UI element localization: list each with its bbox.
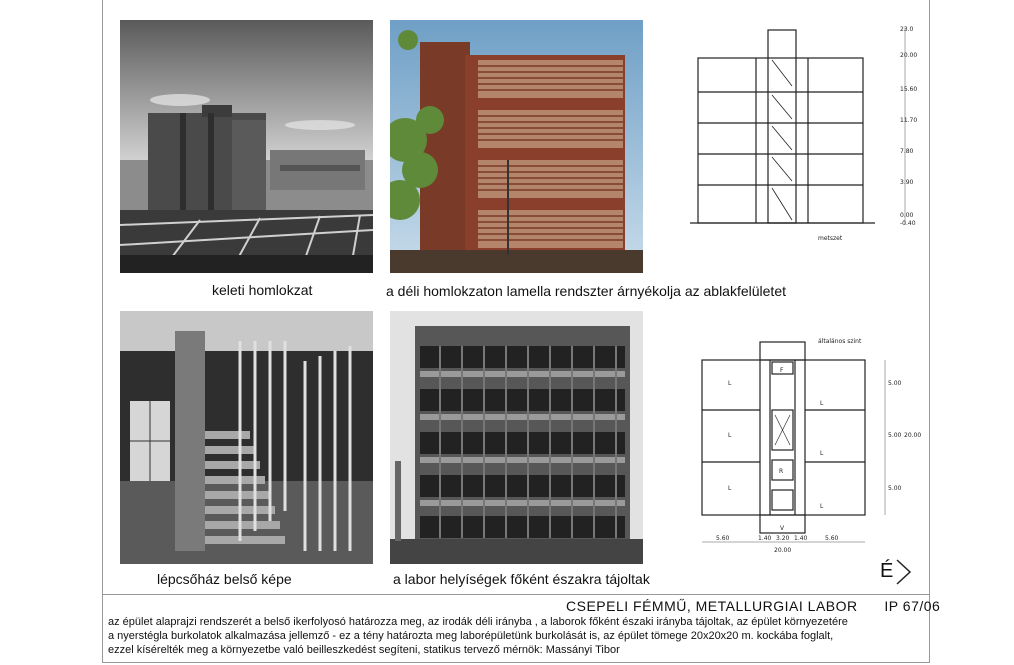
dim-bottom-1: 5.60 — [716, 535, 730, 542]
footer-divider — [102, 594, 930, 595]
staircase-image — [120, 311, 373, 564]
footer-title — [566, 598, 940, 614]
project-title: CSEPELI FÉMMŰ, METALLURGIAI LABOR — [566, 598, 858, 614]
section-label: metszet — [818, 235, 843, 242]
dim-bottom-3: 3.20 — [776, 535, 790, 542]
dim-right-3: 5.00 — [888, 485, 902, 492]
level-8: -0.40 — [900, 220, 916, 227]
photo-south-facade — [390, 20, 643, 273]
section-drawing — [680, 20, 925, 250]
caption-north-facade: a labor helyíségek főként északra tájoltak — [393, 571, 650, 587]
level-1: 23.0 — [900, 26, 914, 33]
level-4: 11.70 — [900, 117, 918, 124]
photo-east-facade — [120, 20, 373, 273]
north-letter: É — [880, 560, 894, 582]
room-l-6: L — [820, 503, 824, 510]
photo-staircase — [120, 311, 373, 564]
level-5: 7.80 — [900, 148, 914, 155]
caption-staircase: lépcsőház belső képe — [157, 571, 292, 587]
room-l-2: L — [728, 432, 732, 439]
caption-east-facade: keleti homlokzat — [212, 282, 313, 298]
dim-right-2: 5.00 — [888, 432, 902, 439]
north-facade-image — [390, 311, 643, 564]
description-line-3: ezzel kísérelték meg a környezetbe való beilleszkedést segíteni, statikus tervező mérnök: Massányi Tibor — [108, 644, 620, 656]
room-r: R — [779, 468, 784, 475]
level-7: 0.00 — [900, 212, 914, 219]
level-3: 15.60 — [900, 86, 918, 93]
east-facade-image — [120, 20, 373, 273]
dim-bottom-5: 5.60 — [825, 535, 839, 542]
description-line-1: az épület alaprajzi rendszerét a belső ikerfolyosó határozza meg, az irodák déli irányba , a laborok főként északi irányba tájoltak, az épület környezetére — [108, 616, 848, 628]
project-code: IP 67/06 — [884, 598, 941, 614]
plan-drawing — [680, 330, 925, 555]
dim-right-1: 5.00 — [888, 380, 902, 387]
plan-label: általános szint — [818, 338, 862, 345]
chevron-right-icon — [894, 558, 914, 586]
room-v: V — [780, 525, 785, 532]
dim-bottom-2: 1.40 — [758, 535, 772, 542]
plan-drawing-svg — [680, 330, 925, 555]
section-drawing-svg — [680, 20, 925, 250]
room-l-4: L — [820, 400, 824, 407]
level-6: 3.90 — [900, 179, 914, 186]
dim-bottom-total: 20.00 — [774, 547, 792, 554]
north-marker[interactable] — [878, 558, 914, 586]
dim-right-total: 20.00 — [904, 432, 922, 439]
room-l-3: L — [728, 485, 732, 492]
room-f: F — [780, 367, 784, 374]
caption-south-facade: a déli homlokzaton lamella rendszter árnyékolja az ablakfelületet — [386, 283, 786, 299]
photo-north-facade — [390, 311, 643, 564]
south-facade-image — [390, 20, 643, 273]
room-l-1: L — [728, 380, 732, 387]
room-l-5: L — [820, 450, 824, 457]
description-line-2: a nyerstégla burkolatok alkalmazása jellemző - ez a tény határozta meg laborépületünk burkolását is, az épület tömege 20x20x20 m. kockába foglalt, — [108, 630, 834, 642]
dim-bottom-4: 1.40 — [794, 535, 808, 542]
level-2: 20.00 — [900, 52, 918, 59]
